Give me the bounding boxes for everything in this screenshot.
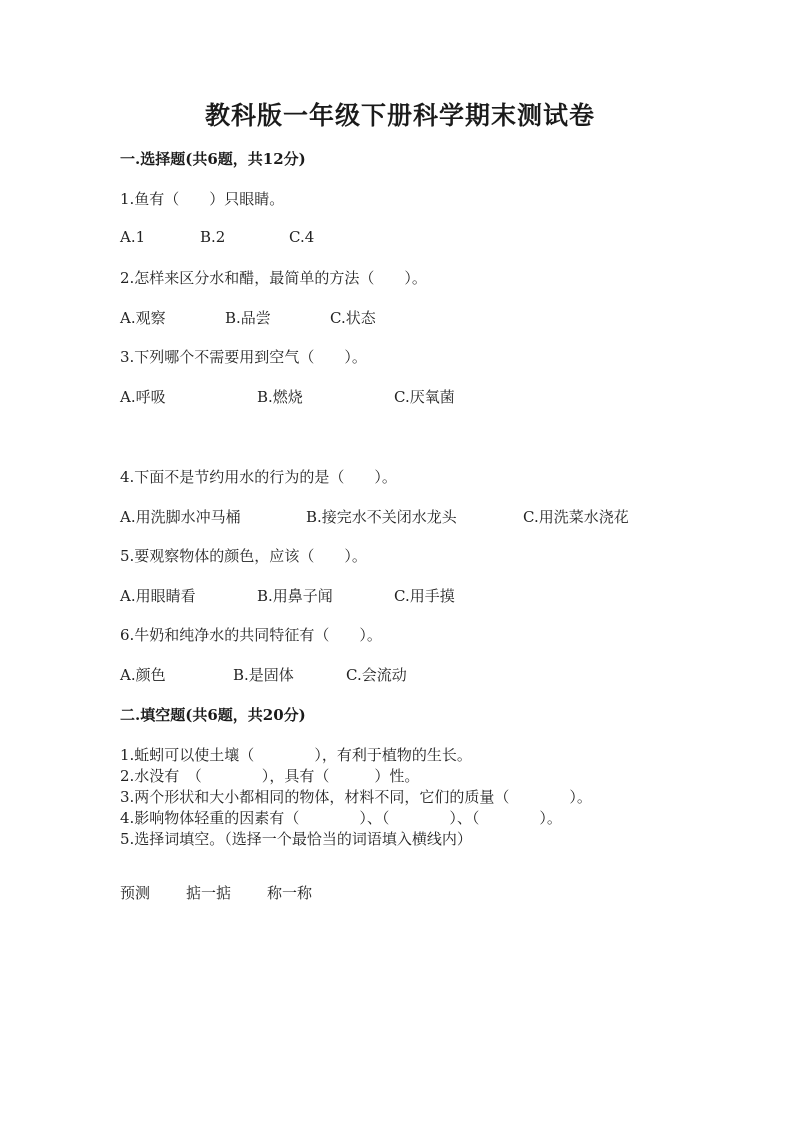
page-title: 教科版一年级下册科学期末测试卷 [204,101,595,130]
option-c[interactable]: C.用洗菜水浇花 [523,508,629,526]
option-b[interactable]: B.是固体 [233,666,294,684]
question-stem-2: 2.怎样来区分水和醋，最简单的方法（ ）。 [120,269,427,287]
question-stem-6: 6.牛奶和纯净水的共同特征有（ ）。 [120,626,382,644]
word-choice-3: 称一称 [267,884,313,902]
fill-line-2: 2.水没有 （ ），具有（ ）性。 [120,767,420,785]
option-b[interactable]: B.2 [200,228,226,246]
question-stem-3: 3.下列哪个不需要用到空气（ ）。 [120,348,367,366]
word-choice-2: 掂一掂 [186,884,232,902]
section-heading-choice: 一.选择题(共6题，共12分) [120,150,306,168]
option-c[interactable]: C.4 [289,228,315,246]
option-b[interactable]: B.品尝 [225,309,271,327]
option-a[interactable]: A.用眼睛看 [120,587,196,605]
option-a[interactable]: A.呼吸 [120,388,166,406]
option-a[interactable]: A.观察 [120,309,166,327]
option-b[interactable]: B.用鼻子闻 [257,587,333,605]
word-choice-1: 预测 [120,884,151,902]
option-b[interactable]: B.接完水不关闭水龙头 [306,508,457,526]
question-stem-5: 5.要观察物体的颜色，应该（ ）。 [120,547,367,565]
option-a[interactable]: A.1 [120,228,146,246]
option-a[interactable]: A.颜色 [120,666,166,684]
options-row-5 [120,585,680,605]
option-c[interactable]: C.厌氧菌 [394,388,455,406]
fill-line-4: 4.影响物体轻重的因素有（ ）、（ ）、（ ）。 [120,809,562,827]
options-row-2 [120,307,680,327]
question-stem-1: 1.鱼有（ ）只眼睛。 [120,190,285,208]
option-c[interactable]: C.状态 [330,309,376,327]
option-c[interactable]: C.用手摸 [394,587,455,605]
options-row-1 [120,228,680,248]
word-choices [120,882,420,902]
question-stem-4: 4.下面不是节约用水的行为的是（ ）。 [120,468,397,486]
options-row-4 [120,506,680,526]
options-row-3 [120,386,680,406]
option-a[interactable]: A.用洗脚水冲马桶 [120,508,241,526]
options-row-6 [120,664,680,684]
option-c[interactable]: C.会流动 [346,666,407,684]
section-heading-fill: 二.填空题(共6题，共20分) [120,706,306,724]
fill-line-1: 1.蚯蚓可以使土壤（ ），有利于植物的生长。 [120,746,472,764]
fill-line-5: 5.选择词填空。（选择一个最恰当的词语填入横线内） [120,830,472,848]
option-b[interactable]: B.燃烧 [257,388,303,406]
fill-line-3: 3.两个形状和大小都相同的物体，材料不同，它们的质量（ ）。 [120,788,592,806]
